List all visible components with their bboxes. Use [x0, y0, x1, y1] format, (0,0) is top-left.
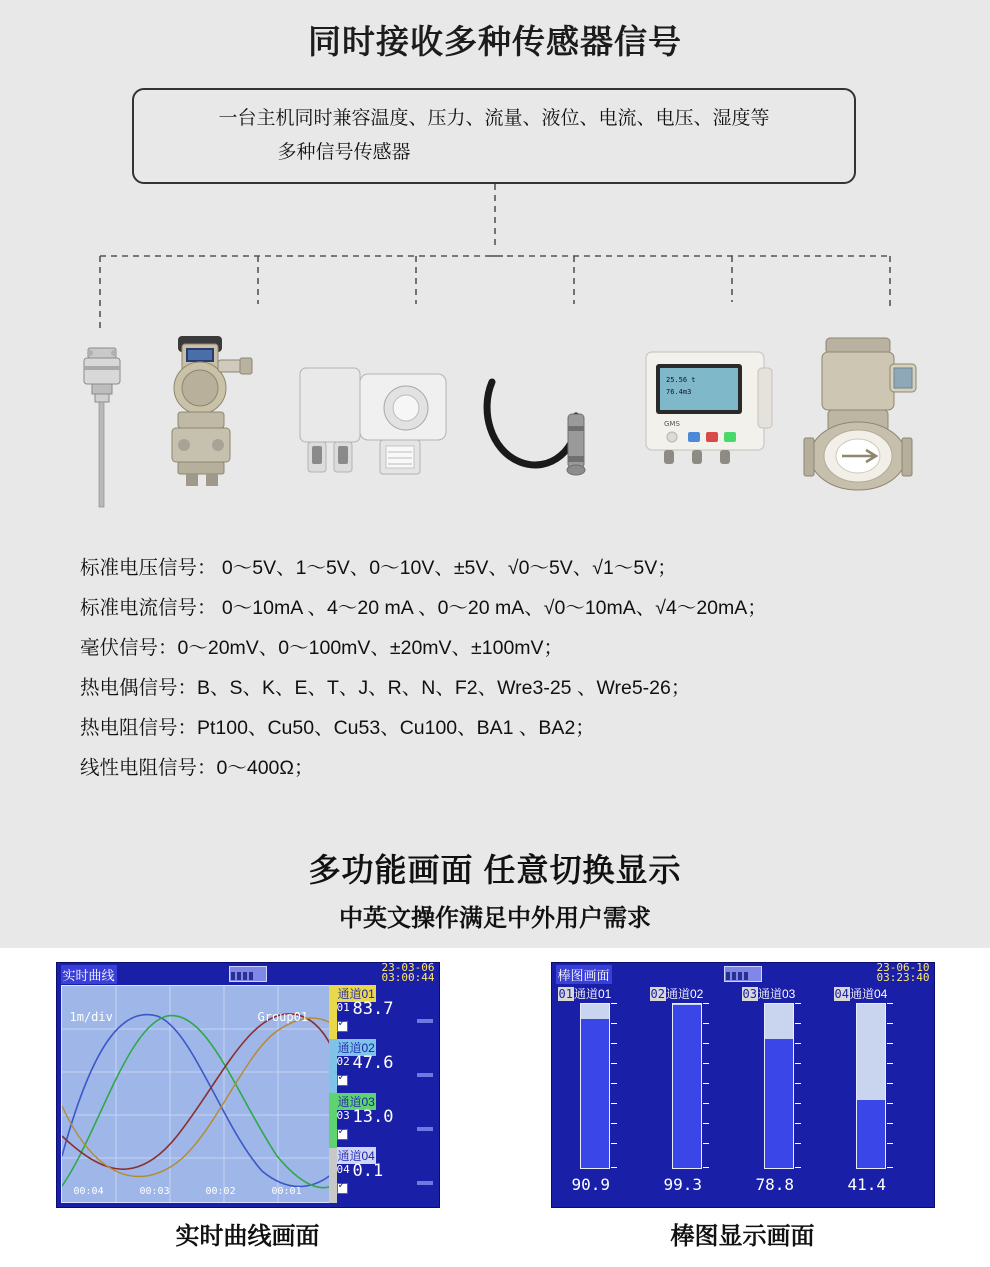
sensor-row: [0, 330, 990, 530]
section-1-title: 同时接收多种传感器信号: [308, 23, 682, 60]
bar-channel-index: 04: [834, 987, 849, 1001]
channel-checkbox[interactable]: [337, 1129, 348, 1140]
bar-track: [580, 1003, 610, 1169]
trend-x-tick: 00:02: [205, 1186, 236, 1197]
trend-x-tick: 00:04: [73, 1186, 104, 1197]
callout-box: [132, 88, 856, 184]
channel-bar-indicator: [417, 1073, 433, 1077]
channel-index: 03: [336, 1109, 350, 1122]
svg-text:25.56 t: 25.56 t: [666, 376, 696, 384]
channel-checkbox[interactable]: [337, 1021, 348, 1032]
trend-scale-label: 1m/div: [69, 1010, 113, 1024]
lcd-status-icons: [229, 966, 267, 982]
trend-channel-item[interactable]: [335, 1147, 437, 1201]
bar-fill: [581, 1019, 609, 1168]
section-2-subtitle: 中英文操作满足中外用户需求: [339, 905, 651, 932]
svg-text:GMS: GMS: [664, 420, 680, 428]
section-2-title: 多功能画面 任意切换显示: [308, 852, 682, 888]
bar-channel-name: 通道01: [573, 987, 612, 1001]
lcd-status-icons: [724, 966, 762, 982]
temperature-probe-sensor: [62, 340, 142, 515]
trend-x-tick: 00:01: [271, 1186, 302, 1197]
bar-channel-header: [742, 985, 796, 1002]
bar-channel-name: 通道03: [757, 987, 796, 1001]
svg-text:76.4m3: 76.4m3: [666, 388, 692, 396]
bar-lcd-datetime: [877, 963, 930, 983]
bar-screen-caption: 棒图显示画面: [670, 1223, 815, 1250]
bar-fill: [765, 1039, 793, 1168]
trend-channel-panel: [335, 985, 437, 1203]
channel-index: 02: [336, 1055, 350, 1068]
bar-lcd-title: 棒图画面: [556, 965, 612, 984]
channel-bar-indicator: [417, 1019, 433, 1023]
electromagnetic-flowmeter: [798, 330, 948, 500]
channel-checkbox[interactable]: [337, 1075, 348, 1086]
channel-name: 通道01: [337, 987, 375, 1001]
bar-channel-column[interactable]: [650, 985, 740, 1203]
bar-channel-column[interactable]: [834, 985, 924, 1203]
bar-channel-value: 78.8: [755, 1175, 795, 1194]
channel-value: 47.6: [352, 1053, 394, 1073]
bar-channel-column[interactable]: [742, 985, 832, 1203]
channel-index: 01: [336, 1001, 350, 1014]
trend-lcd-header: [57, 963, 439, 983]
current-clamp-sensor: [288, 360, 463, 490]
bar-time: 03:23:40: [876, 971, 930, 984]
pressure-transmitter-sensor: [148, 330, 268, 495]
bar-fill: [673, 1005, 701, 1168]
bar-ticks: [703, 1003, 711, 1169]
bar-ticks: [611, 1003, 619, 1169]
bar-graph-area: [556, 985, 932, 1203]
callout-line-1: 一台主机同时兼容温度、压力、流量、液位、电流、电压、湿度等: [218, 108, 770, 129]
channel-index: 04: [336, 1163, 350, 1176]
channel-name: 通道03: [337, 1095, 375, 1109]
channel-name: 通道04: [337, 1149, 375, 1163]
wall-mount-controller: [636, 342, 782, 482]
bar-lcd-header: [552, 963, 934, 983]
trend-group-label: Group01: [257, 1010, 309, 1024]
channel-checkbox[interactable]: [337, 1183, 348, 1194]
bar-channel-header: [650, 985, 704, 1002]
trend-screen-block: [0, 948, 495, 1267]
trend-channel-item[interactable]: [335, 985, 437, 1039]
bar-channel-name: 通道02: [665, 987, 704, 1001]
channel-bar-indicator: [417, 1127, 433, 1131]
trend-channel-item[interactable]: [335, 1093, 437, 1147]
bar-channel-index: 01: [558, 987, 573, 1001]
channel-value: 13.0: [352, 1107, 394, 1127]
signal-spec-list: [80, 548, 940, 788]
connector-diagram: [0, 184, 990, 334]
trend-channel-item[interactable]: [335, 1039, 437, 1093]
bar-track: [856, 1003, 886, 1169]
bar-channel-header: [558, 985, 612, 1002]
callout-line-2: 多种信号传感器: [277, 142, 411, 163]
bar-channel-column[interactable]: [558, 985, 648, 1203]
trend-lcd: [56, 962, 440, 1208]
bar-track: [764, 1003, 794, 1169]
trend-x-tick: 00:03: [139, 1186, 170, 1197]
bar-date: 23-06-10: [876, 962, 930, 974]
bar-fill: [857, 1100, 885, 1168]
bar-track: [672, 1003, 702, 1169]
bar-ticks: [795, 1003, 803, 1169]
channel-value: 83.7: [352, 999, 394, 1019]
spec-row: 标准电流信号： 0～10mA 、4～20 mA 、0～20 mA、√0～10mA、√4～20mA；: [80, 597, 767, 619]
bar-screen-block: [495, 948, 990, 1267]
spec-row: 线性电阻信号：0～400Ω；: [80, 757, 314, 779]
channel-bar-indicator: [417, 1181, 433, 1185]
bar-channel-value: 90.9: [571, 1175, 611, 1194]
bar-channel-name: 通道04: [849, 987, 888, 1001]
bar-channel-header: [834, 985, 888, 1002]
trend-screen-caption: 实时曲线画面: [175, 1223, 320, 1250]
spec-row: 热电偶信号：B、S、K、E、T、J、R、N、F2、Wre3-25 、Wre5-26；: [80, 677, 691, 699]
bar-lcd: [551, 962, 935, 1208]
trend-lcd-title: 实时曲线: [61, 965, 117, 984]
bar-channel-value: 41.4: [847, 1175, 887, 1194]
trend-date: 23-03-06: [381, 962, 435, 974]
screens-panel: [0, 948, 990, 1267]
bar-channel-index: 03: [742, 987, 757, 1001]
trend-lcd-datetime: [382, 963, 435, 983]
trend-x-axis: [62, 1186, 334, 1200]
channel-value: 0.1: [352, 1161, 384, 1181]
level-probe-sensor: [480, 370, 600, 500]
trend-plot-area: [61, 985, 333, 1203]
bar-channel-value: 99.3: [663, 1175, 703, 1194]
bar-channel-index: 02: [650, 987, 665, 1001]
bar-ticks: [887, 1003, 895, 1169]
spec-row: 毫伏信号：0～20mV、0～100mV、±20mV、±100mV；: [80, 637, 564, 659]
trend-time: 03:00:44: [381, 971, 435, 984]
spec-row: 热电阻信号：Pt100、Cu50、Cu53、Cu100、BA1 、BA2；: [80, 717, 595, 739]
channel-name: 通道02: [337, 1041, 375, 1055]
spec-row: 标准电压信号： 0～5V、1～5V、0～10V、±5V、√0～5V、√1～5V；: [80, 557, 677, 579]
